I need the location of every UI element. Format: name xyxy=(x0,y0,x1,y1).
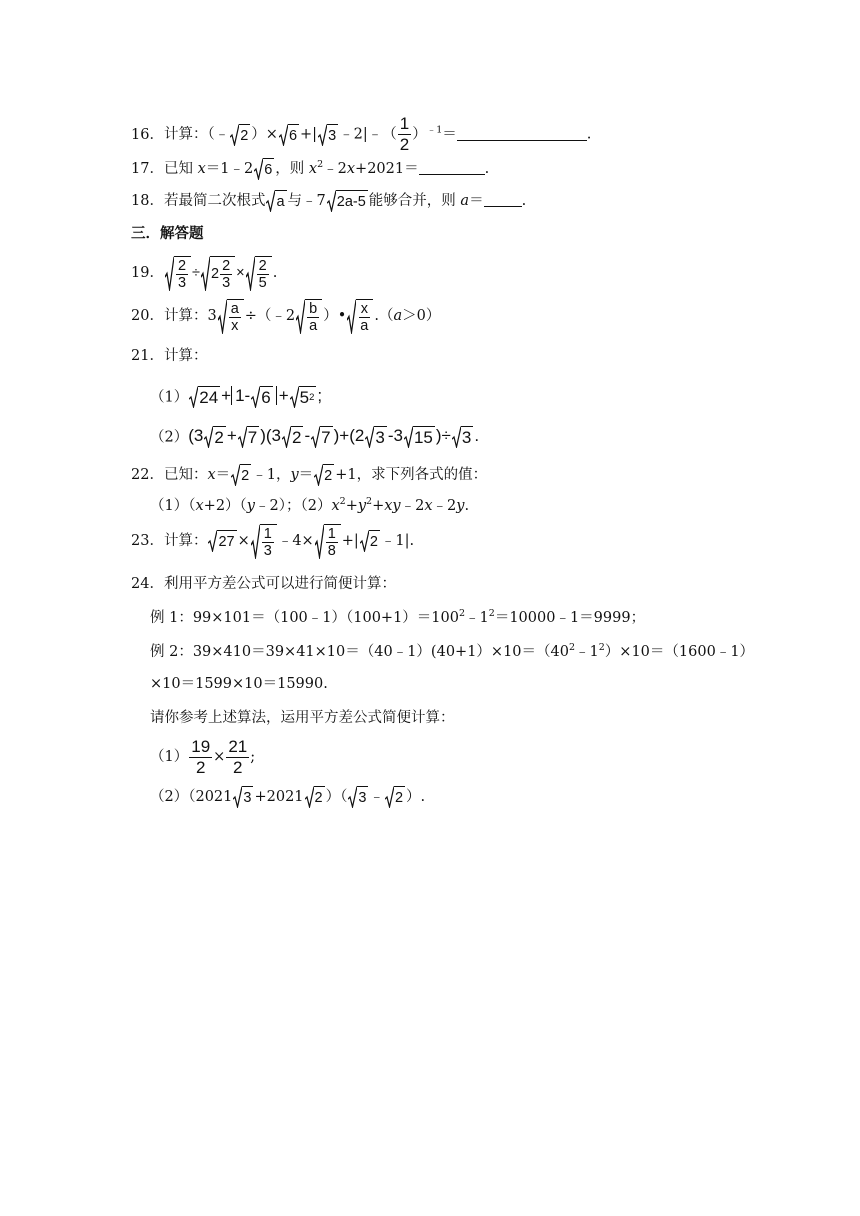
radical: 2 $\frac{2}{3}$ xyxy=(201,256,235,291)
question-24-part-2: （2）（2021 3 +2021 2 ）（ 3 ﹣ 2 ）. xyxy=(150,786,860,808)
radical: 3 xyxy=(365,426,386,448)
question-number: 18． xyxy=(131,193,164,209)
answer-blank[interactable] xyxy=(484,193,522,207)
question-23: 23． 计算： 27 × $\frac{1}{3}$ ﹣4× $\frac{1}{8}$ +| 2 ﹣1|. xyxy=(131,525,415,559)
question-number: 21． xyxy=(131,348,164,364)
question-number: 23． xyxy=(131,533,164,549)
fraction: $\frac{2}{3}$ xyxy=(222,257,231,291)
radical: 2 xyxy=(231,464,251,486)
radical: 5 2 xyxy=(290,386,317,408)
radical: 2 xyxy=(360,530,380,552)
radical: 15 xyxy=(404,426,435,448)
radical xyxy=(296,299,322,334)
radical: 6 xyxy=(254,158,274,180)
question-number: 22． xyxy=(131,467,164,483)
fraction: $\frac{a}{x}$ xyxy=(230,300,239,334)
radical: 2 xyxy=(204,426,225,448)
radical xyxy=(218,299,244,334)
question-21-part-2: （2）(3 2 + 7 )(3 2 - 7 )+(2 3 -3 15 )÷ 3 . xyxy=(150,426,480,447)
question-number: 17． xyxy=(131,161,164,177)
answer-blank[interactable] xyxy=(419,161,485,175)
radical xyxy=(165,256,191,291)
radical: 7 xyxy=(238,426,259,448)
fraction: $\frac{2}{3}$ xyxy=(177,257,187,291)
question-19: 19． $\frac{2}{3}$ ÷ 2 $\frac{2}{3}$ × $\frac{2}{5}$ . xyxy=(131,257,278,291)
question-16: 16．计算：（﹣ 2 ）× 6 +| 3 ﹣2|﹣（ $\frac{1}{2}$ ）$^{﹣1}$＝ . xyxy=(131,114,592,154)
question-20: 20． 计算：3 $\frac{a}{x}$ ÷（﹣2 $\frac{b}{a}$ ）• $\frac{x}{a}$ .（ a ＞0） xyxy=(131,300,441,334)
radical: 3 xyxy=(452,426,473,448)
question-number: 16． xyxy=(131,126,164,143)
question-22: 22．已知：x＝ 2 ﹣1，y＝ 2 +1，求下列各式的值： xyxy=(131,464,860,486)
question-17: 17．已知 x＝1﹣2 6 ，则 $x^2﹣2x+2021=$ . xyxy=(131,159,490,178)
question-number: 19． xyxy=(131,265,164,281)
question-number: 24． xyxy=(131,576,164,592)
fraction: $\frac{1}{2}$ xyxy=(399,114,410,154)
question-21-part-1: （1） 24 + 1- 6 + 5 2 ; xyxy=(150,386,323,407)
radical xyxy=(347,299,373,334)
radical: 3 xyxy=(348,786,368,808)
fraction: $\frac{1}{8}$ xyxy=(327,525,336,559)
section-heading: 三．解答题 xyxy=(131,225,204,242)
fraction: $\frac{b}{a}$ xyxy=(309,300,318,334)
question-18: 18．若最简二次根式 a 与﹣7 2a-5 能够合并，则 a＝ . xyxy=(131,190,860,212)
radical: 3 xyxy=(233,786,253,808)
example-2: 例 2：$39\times 410=39\times 41\times 10=(40﹣1)(40+1)\times 10=(40^2﹣1^2)\times 10=(1600﹣1)$ xyxy=(150,642,755,660)
fraction: $\frac{x}{a}$ xyxy=(360,300,369,334)
fraction: $\frac{21}{2}$ xyxy=(228,736,248,777)
question-24-part-1: （1） $\frac{19}{2}$ × $\frac{21}{2}$ ; xyxy=(150,736,256,777)
example-1: 例 1：$99\times 101=(100﹣1)(100+1)=100^2﹣1^2=10000﹣1=9999$； xyxy=(150,608,646,626)
radical xyxy=(246,256,272,291)
answer-blank[interactable] xyxy=(457,127,587,141)
radical: 6 xyxy=(279,124,299,146)
instruction: 请你参考上述算法，运用平方差公式简便计算： xyxy=(150,710,455,726)
radical: 2 xyxy=(314,464,334,486)
radical xyxy=(251,524,277,559)
fraction: $\frac{2}{5}$ xyxy=(258,257,267,291)
radical: 2 xyxy=(385,786,405,808)
question-number: 20． xyxy=(131,308,164,324)
radical: 2 xyxy=(305,786,325,808)
example-2-continued: ×10＝1599×10＝15990. xyxy=(150,676,328,692)
radical: 27 xyxy=(208,530,236,552)
radical: 7 xyxy=(311,426,332,448)
radical: 24 xyxy=(189,386,220,408)
question-22-parts: （1）（x+2）（y﹣2）；$(2)x^2+y^2+xy﹣2x﹣2y$. xyxy=(150,496,470,514)
fraction: $\frac{1}{3}$ xyxy=(263,525,272,559)
radical: 3 xyxy=(318,124,338,146)
fraction: $\frac{19}{2}$ xyxy=(191,736,211,777)
radical xyxy=(315,524,341,559)
radical: 2a-5 xyxy=(327,190,368,212)
radical: a xyxy=(266,190,286,212)
radical: 6 xyxy=(251,386,272,408)
question-24: 24．利用平方差公式可以进行简便计算： xyxy=(131,576,396,592)
radical: 2 xyxy=(282,426,303,448)
radical: 2 xyxy=(230,124,250,146)
question-21: 21．计算： xyxy=(131,348,208,364)
